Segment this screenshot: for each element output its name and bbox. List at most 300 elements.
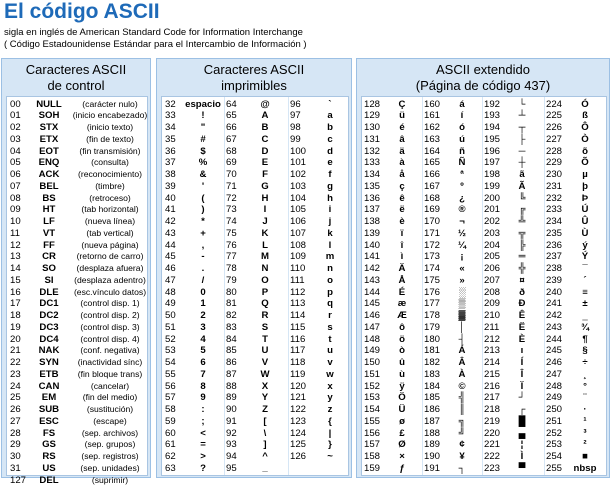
code-cell: 108 bbox=[290, 240, 306, 252]
code-cell: 194 bbox=[484, 122, 500, 134]
code-cell: 137 bbox=[364, 204, 380, 216]
code-cell: 155 bbox=[364, 416, 380, 428]
description-cell: (escape) bbox=[71, 416, 149, 428]
char-cell: 1 bbox=[182, 298, 224, 310]
printable-row bbox=[162, 110, 348, 122]
code-cell: 217 bbox=[484, 392, 500, 404]
printable-row bbox=[162, 146, 348, 158]
code-cell: 175 bbox=[424, 275, 440, 287]
extended-table bbox=[361, 96, 607, 476]
extended-row bbox=[362, 263, 606, 275]
char-cell: > bbox=[182, 451, 224, 463]
char-cell: a bbox=[310, 110, 350, 122]
code-cell: 131 bbox=[364, 134, 380, 146]
code-cell: 26 bbox=[10, 404, 21, 416]
extended-row bbox=[362, 451, 606, 463]
code-cell: 127 bbox=[10, 475, 26, 486]
code-cell: 40 bbox=[165, 193, 176, 205]
extended-row bbox=[362, 381, 606, 393]
char-cell: Á bbox=[444, 345, 480, 357]
extended-row bbox=[362, 157, 606, 169]
code-cell: 150 bbox=[364, 357, 380, 369]
mnemonic-cell: ETX bbox=[27, 134, 71, 146]
code-cell: 16 bbox=[10, 287, 21, 299]
code-cell: 239 bbox=[546, 275, 562, 287]
code-cell: 205 bbox=[484, 251, 500, 263]
code-cell: 158 bbox=[364, 451, 380, 463]
control-row bbox=[7, 298, 147, 310]
code-cell: 145 bbox=[364, 298, 380, 310]
code-cell: 142 bbox=[364, 263, 380, 275]
control-row bbox=[7, 345, 147, 357]
char-cell: / bbox=[182, 275, 224, 287]
char-cell: x bbox=[310, 381, 350, 393]
mnemonic-cell: SO bbox=[27, 263, 71, 275]
printable-heading-line2: imprimibles bbox=[157, 78, 351, 94]
code-cell: 39 bbox=[165, 181, 176, 193]
code-cell: 02 bbox=[10, 122, 21, 134]
char-cell: È bbox=[504, 334, 540, 346]
code-cell: 32 bbox=[165, 99, 176, 111]
printable-row bbox=[162, 157, 348, 169]
char-cell: ≡ bbox=[566, 287, 604, 299]
char-cell: . bbox=[182, 263, 224, 275]
code-cell: 113 bbox=[290, 298, 305, 310]
code-cell: 14 bbox=[10, 263, 21, 275]
control-row bbox=[7, 451, 147, 463]
code-cell: 209 bbox=[484, 298, 500, 310]
code-cell: 154 bbox=[364, 404, 380, 416]
printable-row bbox=[162, 99, 348, 111]
code-cell: 163 bbox=[424, 134, 440, 146]
code-cell: 164 bbox=[424, 146, 440, 158]
code-cell: 53 bbox=[165, 345, 176, 357]
char-cell: M bbox=[242, 251, 288, 263]
code-cell: 129 bbox=[364, 110, 380, 122]
char-cell: 8 bbox=[182, 381, 224, 393]
char-cell: · bbox=[566, 404, 604, 416]
char-cell: Ç bbox=[384, 99, 420, 111]
char-cell: : bbox=[182, 404, 224, 416]
description-cell: (reconocimiento) bbox=[71, 169, 149, 181]
code-cell: 178 bbox=[424, 310, 440, 322]
control-row bbox=[7, 381, 147, 393]
char-cell: ¢ bbox=[444, 439, 480, 451]
extended-row bbox=[362, 99, 606, 111]
code-cell: 67 bbox=[226, 134, 237, 146]
char-cell: H bbox=[242, 193, 288, 205]
control-row bbox=[7, 334, 147, 346]
char-cell: ┼ bbox=[504, 157, 540, 169]
control-heading-line1: Caracteres ASCII bbox=[2, 62, 150, 78]
mnemonic-cell: DC4 bbox=[27, 334, 71, 346]
mnemonic-cell: DEL bbox=[27, 475, 71, 486]
code-cell: 140 bbox=[364, 240, 380, 252]
mnemonic-cell: SOH bbox=[27, 110, 71, 122]
char-cell: ë bbox=[384, 204, 420, 216]
code-cell: 134 bbox=[364, 169, 380, 181]
code-cell: 237 bbox=[546, 251, 562, 263]
code-cell: 71 bbox=[226, 181, 237, 193]
char-cell: ñ bbox=[444, 146, 480, 158]
mnemonic-cell: SI bbox=[27, 275, 71, 287]
printable-row bbox=[162, 357, 348, 369]
code-cell: 20 bbox=[10, 334, 21, 346]
char-cell: ▀ bbox=[504, 463, 540, 475]
extended-row bbox=[362, 146, 606, 158]
char-cell: h bbox=[310, 193, 350, 205]
extended-row bbox=[362, 204, 606, 216]
char-cell: ä bbox=[384, 146, 420, 158]
char-cell: L bbox=[242, 240, 288, 252]
printable-row bbox=[162, 275, 348, 287]
code-cell: 49 bbox=[165, 298, 176, 310]
char-cell: ¶ bbox=[566, 334, 604, 346]
description-cell: (inicio texto) bbox=[71, 122, 149, 134]
code-cell: 186 bbox=[424, 404, 440, 416]
extended-row bbox=[362, 240, 606, 252]
char-cell: ç bbox=[384, 181, 420, 193]
extended-row bbox=[362, 345, 606, 357]
description-cell: (control disp. 3) bbox=[71, 322, 149, 334]
code-cell: 222 bbox=[484, 451, 500, 463]
code-cell: 74 bbox=[226, 216, 237, 228]
code-cell: 62 bbox=[165, 451, 176, 463]
code-cell: 254 bbox=[546, 451, 562, 463]
code-cell: 33 bbox=[165, 110, 176, 122]
printable-table bbox=[161, 96, 349, 476]
code-cell: 159 bbox=[364, 463, 380, 475]
extended-row bbox=[362, 392, 606, 404]
code-cell: 136 bbox=[364, 193, 380, 205]
code-cell: 28 bbox=[10, 428, 21, 440]
char-cell: Ø bbox=[384, 439, 420, 451]
code-cell: 73 bbox=[226, 204, 237, 216]
char-cell: 5 bbox=[182, 345, 224, 357]
code-cell: 34 bbox=[165, 122, 176, 134]
code-cell: 151 bbox=[364, 369, 380, 381]
char-cell: [ bbox=[242, 416, 288, 428]
char-cell: ┤ bbox=[444, 334, 480, 346]
printable-row bbox=[162, 310, 348, 322]
code-cell: 114 bbox=[290, 310, 305, 322]
char-cell: B bbox=[242, 122, 288, 134]
extended-row bbox=[362, 134, 606, 146]
code-cell: 111 bbox=[290, 275, 305, 287]
printable-row bbox=[162, 193, 348, 205]
code-cell: 245 bbox=[546, 345, 562, 357]
description-cell: (conf. negativa) bbox=[71, 345, 149, 357]
code-cell: 79 bbox=[226, 275, 237, 287]
char-cell: Ã bbox=[504, 181, 540, 193]
char-cell: Ú bbox=[566, 204, 604, 216]
char-cell: Ô bbox=[566, 122, 604, 134]
char-cell: á bbox=[444, 99, 480, 111]
char-cell: C bbox=[242, 134, 288, 146]
printable-row bbox=[162, 134, 348, 146]
code-cell: 66 bbox=[226, 122, 237, 134]
code-cell: 68 bbox=[226, 146, 237, 158]
code-cell: 167 bbox=[424, 181, 440, 193]
printable-row bbox=[162, 122, 348, 134]
char-cell: î bbox=[384, 240, 420, 252]
char-cell: ¼ bbox=[444, 240, 480, 252]
code-cell: 181 bbox=[424, 345, 440, 357]
char-cell: Æ bbox=[384, 310, 420, 322]
char-cell: W bbox=[242, 369, 288, 381]
mnemonic-cell: ENQ bbox=[27, 157, 71, 169]
code-cell: 143 bbox=[364, 275, 380, 287]
printable-row bbox=[162, 169, 348, 181]
char-cell: 4 bbox=[182, 334, 224, 346]
code-cell: 48 bbox=[165, 287, 176, 299]
code-cell: 31 bbox=[10, 463, 21, 475]
char-cell: ³ bbox=[566, 428, 604, 440]
extended-row bbox=[362, 322, 606, 334]
char-cell: * bbox=[182, 216, 224, 228]
char-cell: ß bbox=[566, 110, 604, 122]
char-cell: , bbox=[182, 240, 224, 252]
code-cell: 180 bbox=[424, 334, 440, 346]
char-cell: X bbox=[242, 381, 288, 393]
code-cell: 55 bbox=[165, 369, 176, 381]
mnemonic-cell: ACK bbox=[27, 169, 71, 181]
description-cell: (tab vertical) bbox=[71, 228, 149, 240]
control-row bbox=[7, 322, 147, 334]
char-cell: þ bbox=[566, 181, 604, 193]
description-cell: (control disp. 2) bbox=[71, 310, 149, 322]
code-cell: 146 bbox=[364, 310, 380, 322]
char-cell: ╔ bbox=[504, 204, 540, 216]
char-cell: Z bbox=[242, 404, 288, 416]
code-cell: 138 bbox=[364, 216, 380, 228]
control-row bbox=[7, 134, 147, 146]
extended-row bbox=[362, 463, 606, 475]
code-cell: 91 bbox=[226, 416, 237, 428]
char-cell: ? bbox=[182, 463, 224, 475]
code-cell: 223 bbox=[484, 463, 500, 475]
description-cell: (fin del medio) bbox=[71, 392, 149, 404]
mnemonic-cell: DC1 bbox=[27, 298, 71, 310]
char-cell: ð bbox=[504, 287, 540, 299]
char-cell: < bbox=[182, 428, 224, 440]
char-cell: J bbox=[242, 216, 288, 228]
mnemonic-cell: EOT bbox=[27, 146, 71, 158]
code-cell: 243 bbox=[546, 322, 562, 334]
code-cell: 198 bbox=[484, 169, 500, 181]
code-cell: 102 bbox=[290, 169, 306, 181]
char-cell: Õ bbox=[566, 157, 604, 169]
char-cell: ^ bbox=[242, 451, 288, 463]
control-row bbox=[7, 263, 147, 275]
code-cell: 77 bbox=[226, 251, 237, 263]
code-cell: 57 bbox=[165, 392, 176, 404]
char-cell: O bbox=[242, 275, 288, 287]
code-cell: 97 bbox=[290, 110, 301, 122]
code-cell: 206 bbox=[484, 263, 500, 275]
code-cell: 183 bbox=[424, 369, 440, 381]
printable-row bbox=[162, 181, 348, 193]
code-cell: 197 bbox=[484, 157, 500, 169]
code-cell: 213 bbox=[484, 345, 500, 357]
printable-row bbox=[162, 345, 348, 357]
control-row bbox=[7, 110, 147, 122]
printable-row bbox=[162, 298, 348, 310]
char-cell: n bbox=[310, 263, 350, 275]
char-cell: Q bbox=[242, 298, 288, 310]
code-cell: 125 bbox=[290, 439, 306, 451]
code-cell: 63 bbox=[165, 463, 176, 475]
char-cell: R bbox=[242, 310, 288, 322]
description-cell: (fin bloque trans) bbox=[71, 369, 149, 381]
code-cell: 226 bbox=[546, 122, 562, 134]
mnemonic-cell: EM bbox=[27, 392, 71, 404]
printable-row bbox=[162, 263, 348, 275]
code-cell: 41 bbox=[165, 204, 176, 216]
extended-row bbox=[362, 228, 606, 240]
code-cell: 240 bbox=[546, 287, 562, 299]
char-cell: ¡ bbox=[444, 251, 480, 263]
char-cell: └ bbox=[504, 99, 540, 111]
code-cell: 214 bbox=[484, 357, 500, 369]
description-cell: (sep. registros) bbox=[71, 451, 149, 463]
char-cell: ~ bbox=[310, 451, 350, 463]
printable-row bbox=[162, 463, 348, 475]
code-cell: 230 bbox=[546, 169, 562, 181]
code-cell: 238 bbox=[546, 263, 562, 275]
code-cell: 204 bbox=[484, 240, 500, 252]
char-cell: ) bbox=[182, 204, 224, 216]
printable-heading-line1: Caracteres ASCII bbox=[157, 62, 351, 78]
char-cell: F bbox=[242, 169, 288, 181]
extended-heading bbox=[357, 59, 609, 95]
char-cell: Å bbox=[384, 275, 420, 287]
code-cell: 10 bbox=[10, 216, 21, 228]
char-cell: í bbox=[444, 110, 480, 122]
code-cell: 119 bbox=[290, 369, 305, 381]
char-cell: ( bbox=[182, 193, 224, 205]
code-cell: 123 bbox=[290, 416, 306, 428]
description-cell: (retroceso) bbox=[71, 193, 149, 205]
char-cell: s bbox=[310, 322, 350, 334]
printable-row bbox=[162, 439, 348, 451]
code-cell: 06 bbox=[10, 169, 21, 181]
char-cell: 6 bbox=[182, 357, 224, 369]
char-cell: Ä bbox=[384, 263, 420, 275]
code-cell: 195 bbox=[484, 134, 500, 146]
char-cell: Ó bbox=[566, 99, 604, 111]
char-cell: ô bbox=[384, 322, 420, 334]
code-cell: 09 bbox=[10, 204, 21, 216]
code-cell: 60 bbox=[165, 428, 176, 440]
control-row bbox=[7, 287, 147, 299]
printable-row bbox=[162, 204, 348, 216]
char-cell: ê bbox=[384, 193, 420, 205]
control-row bbox=[7, 157, 147, 169]
char-cell: § bbox=[566, 345, 604, 357]
code-cell: 174 bbox=[424, 263, 440, 275]
char-cell: ƒ bbox=[384, 463, 420, 475]
code-cell: 207 bbox=[484, 275, 500, 287]
char-cell: ò bbox=[384, 345, 420, 357]
extended-row bbox=[362, 298, 606, 310]
code-cell: 56 bbox=[165, 381, 176, 393]
char-cell: $ bbox=[182, 146, 224, 158]
char-cell: ▓ bbox=[444, 310, 480, 322]
printable-row bbox=[162, 369, 348, 381]
code-cell: 43 bbox=[165, 228, 176, 240]
char-cell: k bbox=[310, 228, 350, 240]
code-cell: 118 bbox=[290, 357, 305, 369]
code-cell: 25 bbox=[10, 392, 21, 404]
code-cell: 120 bbox=[290, 381, 306, 393]
char-cell: ± bbox=[566, 298, 604, 310]
char-cell: õ bbox=[566, 146, 604, 158]
code-cell: 75 bbox=[226, 228, 237, 240]
code-cell: 170 bbox=[424, 216, 440, 228]
char-cell: q bbox=[310, 298, 350, 310]
char-cell: j bbox=[310, 216, 350, 228]
description-cell: (fin de texto) bbox=[71, 134, 149, 146]
mnemonic-cell: RS bbox=[27, 451, 71, 463]
printable-row bbox=[162, 251, 348, 263]
code-cell: 52 bbox=[165, 334, 176, 346]
code-cell: 229 bbox=[546, 157, 562, 169]
code-cell: 124 bbox=[290, 428, 306, 440]
printable-row bbox=[162, 240, 348, 252]
extended-row bbox=[362, 251, 606, 263]
mnemonic-cell: GS bbox=[27, 439, 71, 451]
char-cell: ╝ bbox=[444, 428, 480, 440]
char-cell: ┬ bbox=[504, 122, 540, 134]
mnemonic-cell: NULL bbox=[27, 99, 71, 111]
code-cell: 45 bbox=[165, 251, 176, 263]
extended-panel bbox=[356, 58, 610, 478]
code-cell: 100 bbox=[290, 146, 306, 158]
code-cell: 07 bbox=[10, 181, 21, 193]
char-cell: ╬ bbox=[504, 263, 540, 275]
code-cell: 42 bbox=[165, 216, 176, 228]
extended-row bbox=[362, 216, 606, 228]
mnemonic-cell: DC2 bbox=[27, 310, 71, 322]
char-cell: m bbox=[310, 251, 350, 263]
extended-row bbox=[362, 169, 606, 181]
description-cell: (suprimir) bbox=[71, 475, 149, 486]
description-cell: (sep. unidades) bbox=[71, 463, 149, 475]
char-cell: c bbox=[310, 134, 350, 146]
printable-panel bbox=[156, 58, 352, 478]
code-cell: 109 bbox=[290, 251, 306, 263]
code-cell: 61 bbox=[165, 439, 176, 451]
char-cell: V bbox=[242, 357, 288, 369]
code-cell: 161 bbox=[424, 110, 440, 122]
char-cell: r bbox=[310, 310, 350, 322]
mnemonic-cell: HT bbox=[27, 204, 71, 216]
description-cell: (fin transmisión) bbox=[71, 146, 149, 158]
char-cell: ½ bbox=[444, 228, 480, 240]
extended-heading-line2: (Página de código 437) bbox=[357, 78, 609, 94]
code-cell: 235 bbox=[546, 228, 562, 240]
code-cell: 22 bbox=[10, 357, 21, 369]
code-cell: 126 bbox=[290, 451, 306, 463]
code-cell: 201 bbox=[484, 204, 500, 216]
char-cell: { bbox=[310, 416, 350, 428]
description-cell: (inicio encabezado) bbox=[71, 110, 149, 122]
extended-row bbox=[362, 110, 606, 122]
char-cell: » bbox=[444, 275, 480, 287]
char-cell: ┴ bbox=[504, 110, 540, 122]
char-cell: ; bbox=[182, 416, 224, 428]
